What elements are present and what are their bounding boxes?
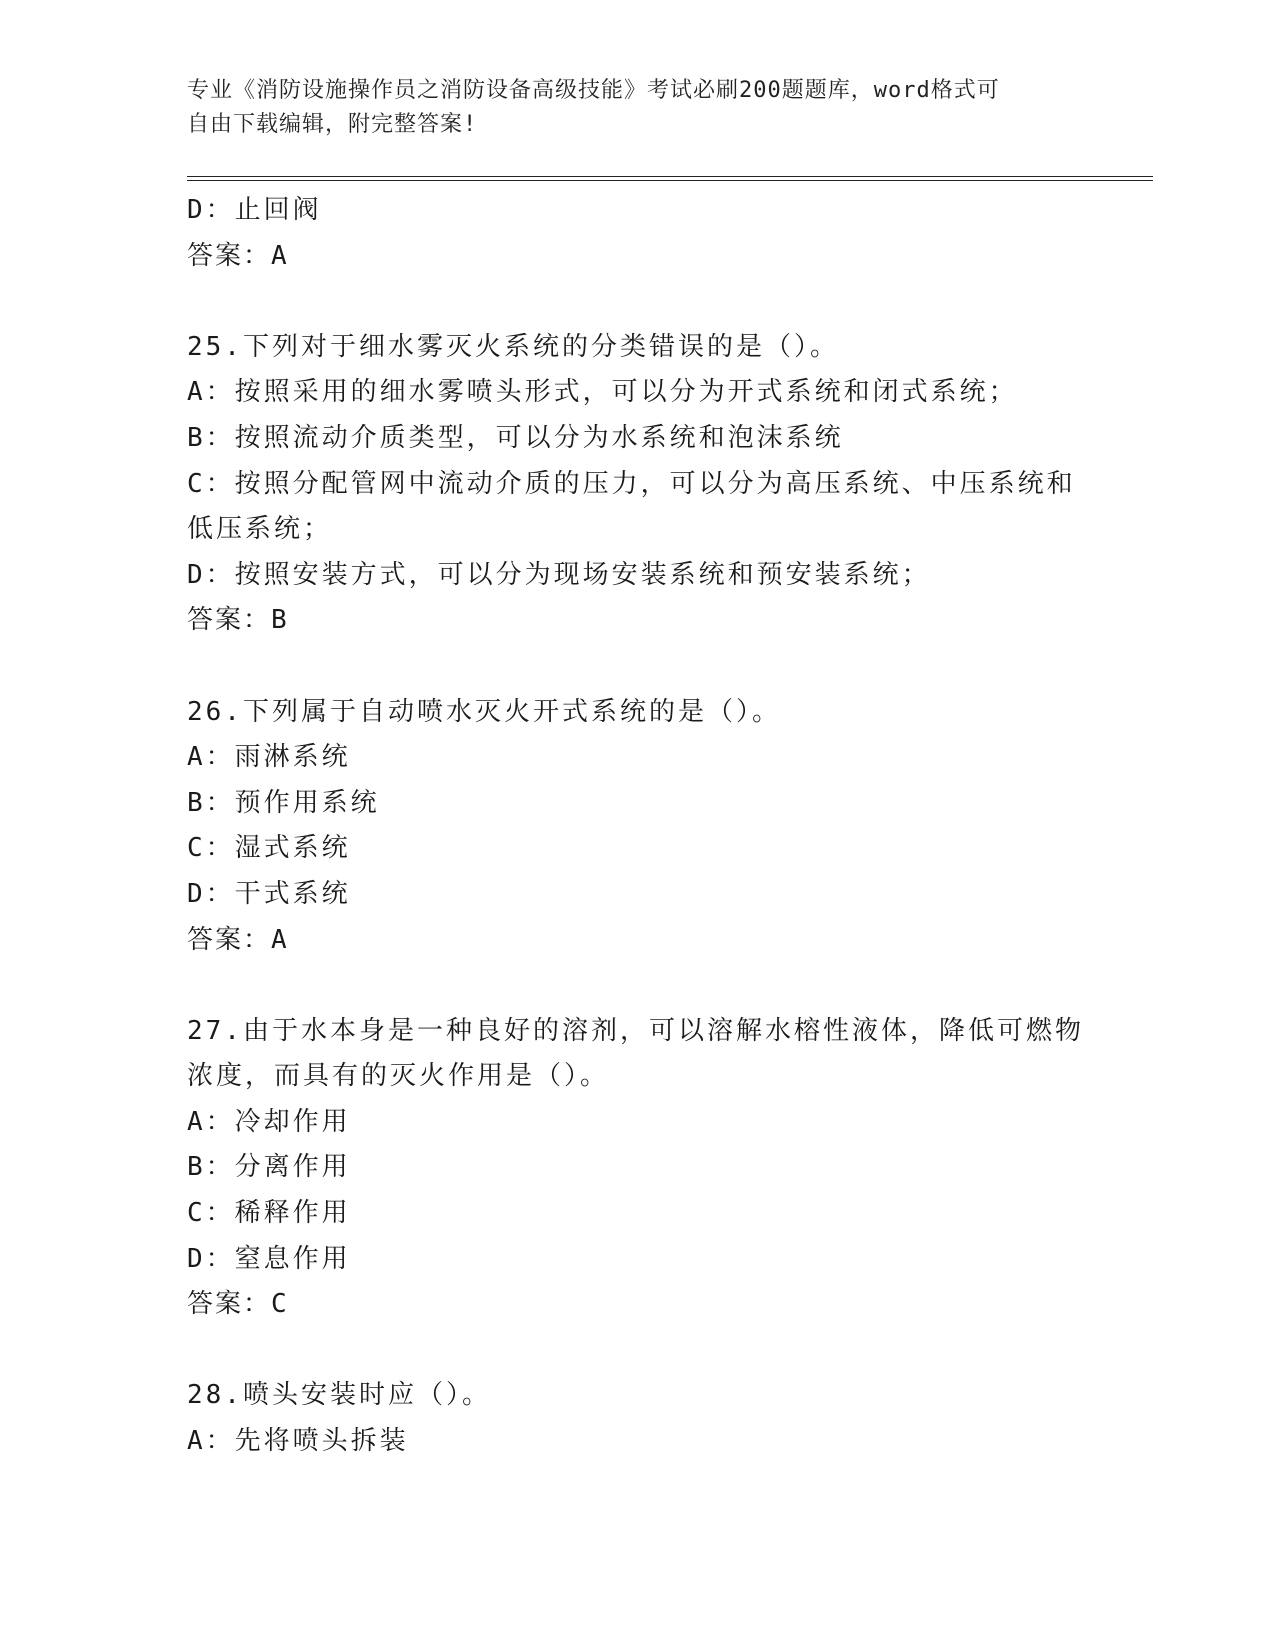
answer-line [187,918,1087,964]
option-b: B：预作用系统 [187,787,380,818]
answer-line [187,598,1087,644]
answer-label: 答案： [187,240,272,271]
question-stem: 25.下列对于细水雾灭火系统的分类错误的是（）。 [187,331,839,362]
spacer [187,1328,1087,1374]
option-a: A：雨淋系统 [187,742,351,773]
option-c: C：按照分配管网中流动介质的压力，可以分为高压系统、中压系统和 [187,468,1076,499]
answer-value: A [271,240,289,271]
question-fragment [187,188,1087,279]
question-27 [187,1009,1087,1328]
header-line-1: 专业《消防设施操作员之消防设备高级技能》考试必刷200题题库，word格式可 [187,78,1000,103]
answer-line [187,234,1087,280]
answer-line [187,1282,1087,1328]
header-line-2: 自由下载编辑，附完整答案! [187,112,478,137]
option-d: D：止回阀 [187,195,322,225]
option-c-continued: 低压系统； [187,514,333,545]
document-body [187,188,1087,1465]
option-c: C：湿式系统 [187,833,351,864]
option-d: D：按照安装方式，可以分为现场安装系统和预安装系统； [187,559,931,590]
spacer [187,963,1087,1009]
answer-value: A [271,924,289,955]
spacer [187,644,1087,690]
question-28 [187,1373,1087,1464]
question-stem: 28.喷头安装时应（）。 [187,1380,491,1411]
question-25 [187,325,1087,644]
answer-value: B [271,605,289,636]
option-d: D：干式系统 [187,878,351,909]
option-d: D：窒息作用 [187,1243,351,1274]
question-stem: 27.由于水本身是一种良好的溶剂，可以溶解水榕性液体，降低可燃物 [187,1015,1084,1046]
question-stem: 26.下列属于自动喷水灭火开式系统的是（）。 [187,696,781,727]
answer-label: 答案： [187,924,272,955]
question-stem-continued: 浓度，而具有的灭火作用是（）。 [187,1061,610,1092]
option-a: A：按照采用的细水雾喷头形式，可以分为开式系统和闭式系统； [187,377,1018,408]
question-26 [187,690,1087,964]
answer-label: 答案： [187,605,272,636]
option-b: B：按照流动介质类型，可以分为水系统和泡沫系统 [187,422,844,453]
option-a: A：冷却作用 [187,1106,351,1137]
spacer [187,279,1087,325]
option-c: C：稀释作用 [187,1198,351,1229]
answer-label: 答案： [187,1289,272,1320]
header-divider [187,176,1153,181]
answer-value: C [271,1289,289,1320]
document-header [187,74,1087,142]
option-b: B：分离作用 [187,1152,351,1183]
option-a: A：先将喷头拆装 [187,1426,409,1457]
